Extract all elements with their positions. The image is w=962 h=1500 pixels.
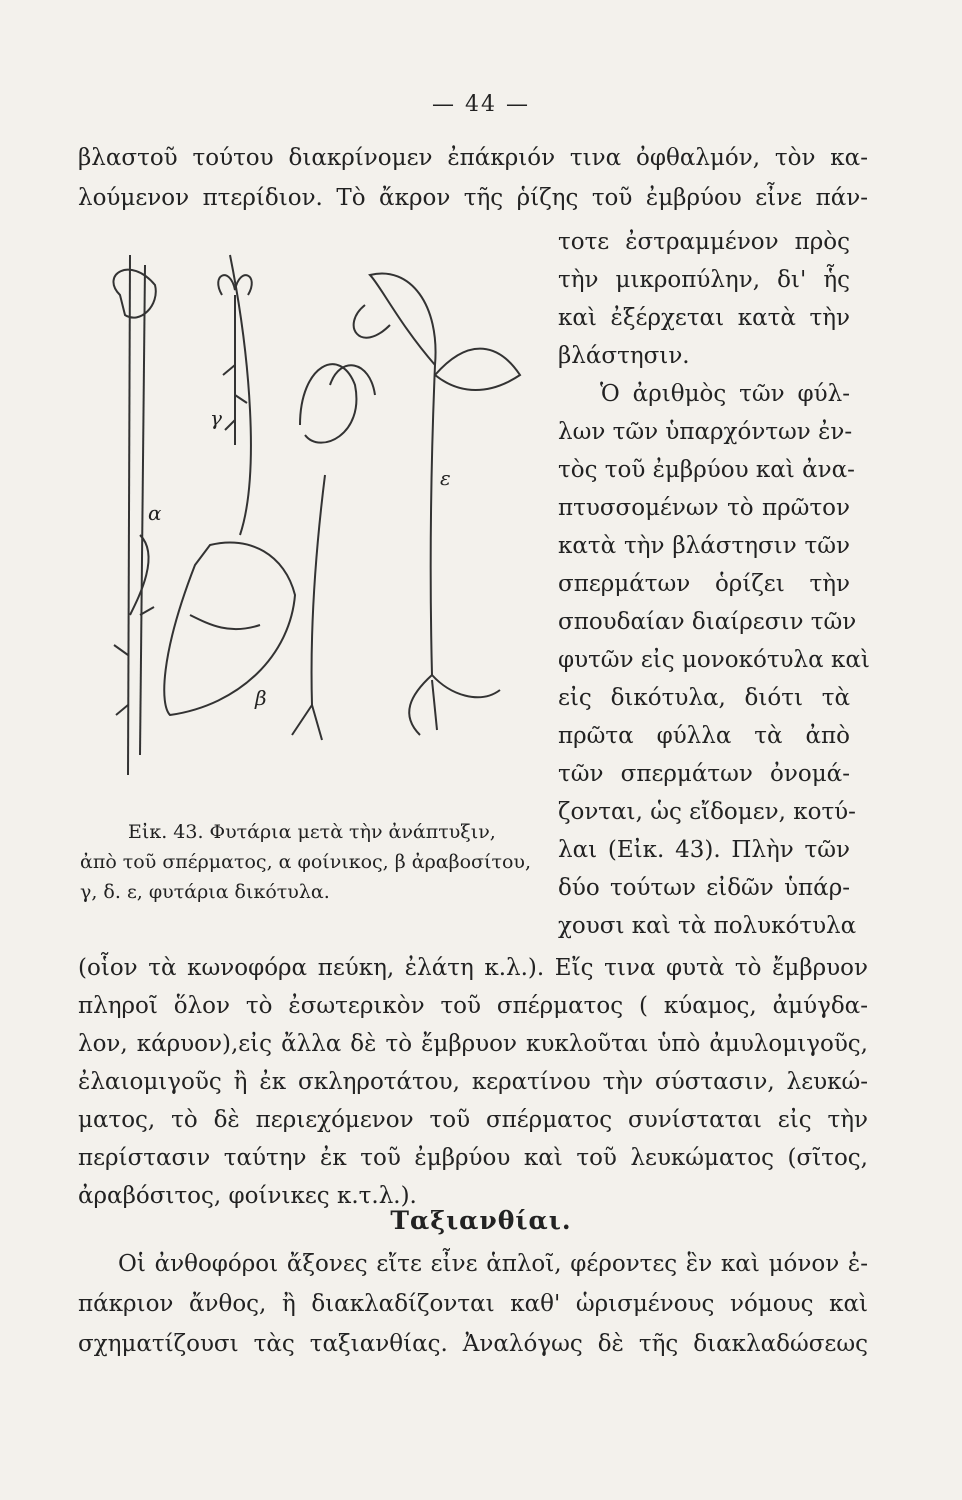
section-heading: Ταξιανθίαι. [390,1206,572,1235]
text-line: περίστασιν ταύτην ἐκ τοῦ ἐμβρύου καὶ τοῦ λευκώματος (σῖτος, [78,1145,868,1171]
dicot-roots [409,675,500,735]
cotyledon-pair [300,364,356,442]
figure-caption-line: ἀπὸ τοῦ σπέρματος, α φοίνικος, β ἀραβοσίτου, [80,851,531,873]
dicot-stem [431,365,435,675]
dicot-leaf-2 [435,349,520,390]
text-line: σχηματίζουσι τὰς ταξιανθίας. Ἀναλόγως δὲ τῆς διακλαδώσεως [78,1331,868,1357]
text-line: βλαστοῦ τούτου διακρίνομεν ἐπάκριόν τινα ὀφθαλμόν, τὸν κα- [78,145,868,171]
column-line: τὸς τοῦ ἐμβρύου καὶ ἀνα- [558,457,855,483]
text-line: λον, κάρυον),εἰς ἄλλα δὲ τὸ ἔμβρυον κυκλοῦται ὑπὸ ἀμυλομιγοῦς, [78,1031,868,1057]
column-line: δύο τούτων εἰδῶν ὑπάρ- [558,875,850,901]
column-line: σπουδαίαν διαίρεσιν τῶν [558,609,857,635]
column-line: λαι (Εἰκ. 43). Πλὴν τῶν [558,837,850,863]
figure-label-alpha: α [148,501,162,525]
dicot-leaf-1 [370,273,436,365]
palm-seed [113,270,155,318]
figure-label-epsilon: ε [440,466,451,490]
column-line: καὶ ἐξέρχεται κατὰ τὴν [558,305,850,331]
figure-label-beta: β [255,686,267,710]
figure-label-gamma: γ [210,406,222,430]
column-line: χουσι καὶ τὰ πολυκότυλα [558,913,857,939]
column-line: λων τῶν ὑπαρχόντων ἐν- [558,419,853,445]
text-line: (οἷον τὰ κωνοφόρα πεύκη, ἐλάτη κ.λ.). Εἴς τινα φυτὰ τὸ ἔμβρυον [78,955,868,981]
column-line: τὴν μικροπύλην, δι' ἧς [558,267,850,293]
seedling-illustration [100,235,555,800]
column-line: Ὁ ἀριθμὸς τῶν φύλ- [600,381,850,407]
column-line: τῶν σπερμάτων ὀνομά- [558,761,850,787]
column-line: εἰς δικότυλα, διότι τὰ [558,685,850,711]
column-line: βλάστησιν. [558,343,690,369]
figure-caption-line: γ, δ. ε, φυτάρια δικότυλα. [80,881,330,903]
text-line: πληροῖ ὅλον τὸ ἐσωτερικὸν τοῦ σπέρματος ( κύαμος, ἀμύγδα- [78,993,868,1019]
column-line: τοτε ἐστραμμένον πρὸς [558,229,850,255]
column-line: φυτῶν εἰς μονοκότυλα καὶ [558,647,870,673]
column-line: πρῶτα φύλλα τὰ ἀπὸ [558,723,850,749]
text-line: ἐλαιομιγοῦς ἢ ἐκ σκληροτάτου, κερατίνου τὴν σύστασιν, λευκώ- [78,1069,868,1095]
column-line: σπερμάτων ὁρίζει τὴν [558,571,850,597]
palm-stem [128,255,130,775]
text-line: ματος, τὸ δὲ περιεχόμενον τοῦ σπέρματος συνίσταται εἰς τὴν [78,1107,868,1133]
text-line: πάκριον ἄνθος, ἢ διακλαδίζονται καθ' ὡρισμένους νόμους καὶ [78,1291,868,1317]
page-number: — 44 — [432,92,530,117]
column-line: πτυσσομένων τὸ πρῶτον [558,495,850,521]
column-line: κατὰ τὴν βλάστησιν τῶν [558,533,850,559]
text-line: ἀραβόσιτος, φοίνικες κ.τ.λ.). [78,1183,417,1209]
column-line: ζονται, ὡς εἴδομεν, κοτύ- [558,799,856,825]
text-line: λούμενον πτερίδιον. Τὸ ἄκρον τῆς ῥίζης τοῦ ἐμβρύου εἶνε πάν- [78,185,868,211]
figure-caption-line: Εἰκ. 43. Φυτάρια μετὰ τὴν ἀνάπτυξιν, [128,821,496,843]
text-line: Οἱ ἀνθοφόροι ἄξονες εἴτε εἶνε ἁπλοῖ, φέροντες ἓν καὶ μόνον ἐ- [118,1251,868,1277]
maize-leaf [230,255,251,535]
